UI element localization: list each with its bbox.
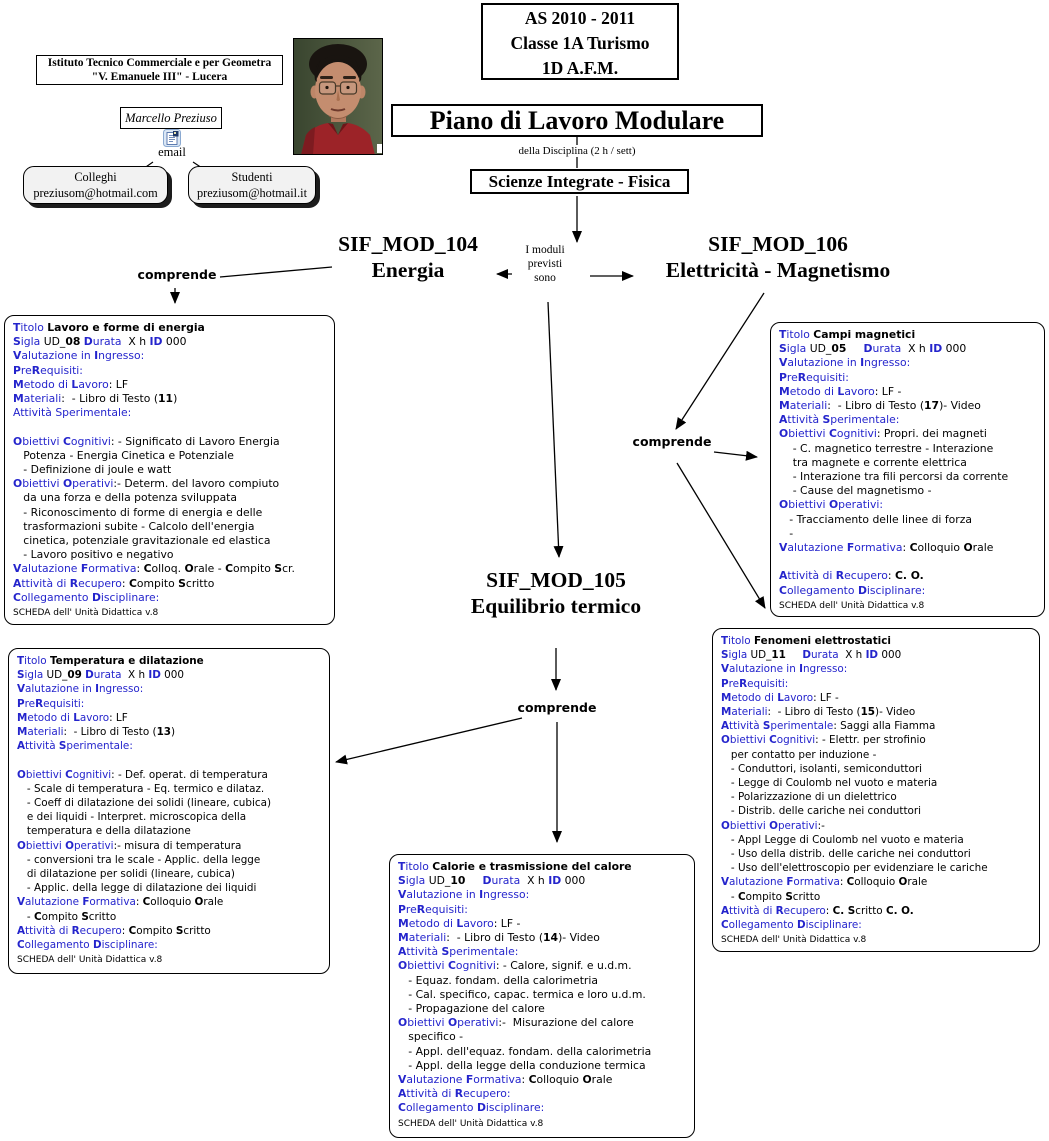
- subject-box[interactable]: Scienze Integrate - Fisica: [470, 169, 689, 194]
- unit-box-line: SCHEDA dell' Unità Didattica v.8: [17, 955, 163, 966]
- unit-box-line: Valutazione Formativa: Colloquio Orale: [779, 541, 994, 555]
- unit-box-line: Sigla UD_11 Durata X h ID 000: [721, 649, 902, 662]
- year-line: AS 2010 - 2011: [524, 8, 636, 28]
- unit-box-line: Valutazione Formativa: Colloquio Orale: [398, 1073, 613, 1087]
- unit-box-line: cinetica, potenziale gravitazionale ed elastica: [13, 534, 271, 548]
- unit-box-line: - Equaz. fondam. della calorimetria: [398, 973, 598, 987]
- unit-box-line: Metodo di Lavoro: LF -: [779, 384, 902, 398]
- unit-box-ud10-calorie-e-trasmissione-del-calore[interactable]: [389, 854, 695, 1138]
- unit-box-line: Titolo Fenomeni elettrostatici: [721, 635, 891, 647]
- link-label-line: previsti: [527, 258, 563, 270]
- unit-box-line: Valutazione in Ingresso:: [779, 356, 911, 370]
- teacher-portrait-photo: [293, 38, 383, 155]
- unit-box-ud11-fenomeni-elettrostatici[interactable]: [712, 628, 1040, 952]
- teacher-name-box[interactable]: Marcello Preziuso: [120, 107, 222, 129]
- module-name: Equilibrio termico: [470, 594, 642, 618]
- unit-box-line: tra magnete e corrente elettrica: [779, 455, 967, 469]
- unit-box-line: PreRequisiti:: [17, 697, 85, 710]
- unit-box-line: Titolo Campi magnetici: [779, 328, 916, 341]
- unit-box-line: - Appl Legge di Coulomb nel vuoto e materia: [721, 833, 964, 846]
- school-name-line: Istituto Tecnico Commerciale e per Geometra: [47, 57, 272, 69]
- unit-box-line: per contatto per induzione -: [721, 748, 877, 761]
- unit-box-line: Metodo di Lavoro: LF: [17, 711, 128, 724]
- unit-box-line: Collegamento Disciplinare:: [398, 1101, 545, 1115]
- unit-box-line: PreRequisiti:: [398, 902, 468, 916]
- contact-node-studenti[interactable]: [188, 166, 316, 204]
- module-id: SIF_MOD_105: [486, 568, 626, 592]
- unit-box-line: - C. magnetico terrestre - Interazione: [779, 441, 994, 455]
- unit-box-line: Valutazione Formativa: Colloquio Orale: [17, 896, 224, 909]
- unit-box-line: - Compito Scritto: [721, 890, 821, 903]
- unit-box-line: Collegamento Disciplinare:: [721, 919, 862, 932]
- unit-box-line: e dei liquidi - Interpret. microscopica della: [17, 811, 247, 824]
- class-line: Classe 1A Turismo: [510, 33, 650, 53]
- unit-box-line: Obiettivi Cognitivi: - Significato di Lavoro Energia: [13, 434, 280, 448]
- unit-box-line: Collegamento Disciplinare:: [17, 939, 158, 952]
- unit-box-ud09-temperatura-e-dilatazione[interactable]: [8, 648, 330, 974]
- module-node-sif-mod-105[interactable]: [460, 567, 652, 619]
- unit-box-line: Materiali: - Libro di Testo (14)- Video: [398, 931, 600, 945]
- unit-box-line: - Interazione tra fili percorsi da corrente: [779, 470, 1009, 484]
- module-id: SIF_MOD_106: [708, 232, 848, 256]
- unit-box-line: - Conduttori, isolanti, semiconduttori: [721, 762, 922, 775]
- unit-box-line: Attività di Recupero: Compito Scritto: [13, 576, 215, 590]
- link-label-i-moduli-previsti-sono: [512, 243, 578, 285]
- unit-box-line: Sigla UD_05 Durata X h ID 000: [779, 342, 967, 356]
- module-id: SIF_MOD_104: [338, 232, 478, 256]
- unit-box-line: Obiettivi Operativi:- Determ. del lavoro compiuto: [13, 477, 280, 491]
- link-label-comprende-right: comprende: [632, 434, 712, 449]
- page-title: Piano di Lavoro Modulare: [391, 104, 763, 137]
- module-node-sif-mod-106[interactable]: [645, 231, 911, 283]
- contact-title: Colleghi: [74, 170, 117, 184]
- module-node-sif-mod-104[interactable]: [318, 231, 498, 283]
- school-year-box[interactable]: [481, 3, 679, 80]
- unit-box-line: Potenza - Energia Cinetica e Potenziale: [13, 448, 234, 462]
- class-line2: 1D A.F.M.: [541, 58, 619, 78]
- contact-email[interactable]: preziusom@hotmail.com: [33, 186, 158, 200]
- unit-box-ud05-campi-magnetici[interactable]: [770, 322, 1045, 617]
- unit-box-line: SCHEDA dell' Unità Didattica v.8: [13, 608, 159, 619]
- unit-box-line: Obiettivi Operativi:- misura di temperatura: [17, 839, 242, 852]
- unit-box-line: Metodo di Lavoro: LF -: [721, 691, 839, 704]
- unit-box-line: Obiettivi Operativi:: [779, 498, 883, 512]
- unit-box-line: Obiettivi Operativi:-: [721, 819, 825, 832]
- unit-box-line: [17, 753, 326, 767]
- unit-box-line: - Lavoro positivo e negativo: [13, 548, 174, 562]
- unit-box-line: da una forza e della potenza sviluppata: [13, 491, 238, 505]
- unit-box-line: Obiettivi Operativi:- Misurazione del calore: [398, 1016, 634, 1030]
- unit-box-line: -: [779, 526, 794, 540]
- unit-box-line: specifico -: [398, 1030, 464, 1044]
- unit-box-line: Attività di Recupero:: [398, 1087, 511, 1101]
- unit-box-line: Obiettivi Cognitivi: Propri. dei magneti: [779, 427, 987, 441]
- unit-box-line: Metodo di Lavoro: LF -: [398, 916, 521, 930]
- unit-box-line: Sigla UD_09 Durata X h ID 000: [17, 669, 184, 682]
- unit-box-line: Valutazione in Ingresso:: [721, 663, 848, 676]
- unit-box-line: - Coeff di dilatazione dei solidi (lineare, cubica): [17, 797, 272, 810]
- unit-box-line: - Appl. dell'equaz. fondam. della calorimetria: [398, 1044, 652, 1058]
- module-name: Energia: [371, 258, 445, 282]
- unit-box-line: PreRequisiti:: [13, 363, 83, 377]
- unit-box-line: Obiettivi Cognitivi: - Calore, signif. e u.d.m.: [398, 959, 632, 973]
- unit-box-line: Collegamento Disciplinare:: [779, 583, 926, 597]
- unit-box-line: trasformazioni subite - Calcolo dell'energia: [13, 519, 255, 533]
- unit-box-line: - Polarizzazione di un dielettrico: [721, 791, 897, 804]
- unit-box-line: - Uso dell'elettroscopio per evidenziare le cariche: [721, 862, 988, 875]
- unit-box-line: Attività Sperimentale:: [779, 413, 900, 427]
- module-name: Elettricità - Magnetismo: [665, 258, 891, 282]
- unit-box-ud08-lavoro-e-forme-di-energia[interactable]: [4, 315, 335, 625]
- contact-node-colleghi[interactable]: [23, 166, 168, 204]
- unit-box-line: PreRequisiti:: [721, 677, 789, 690]
- unit-box-line: Materiali: - Libro di Testo (13): [17, 726, 176, 739]
- unit-box-line: Titolo Lavoro e forme di energia: [13, 321, 205, 334]
- unit-box-line: [779, 555, 1041, 569]
- unit-box-line: Sigla UD_08 Durata X h ID 000: [13, 335, 187, 349]
- unit-box-line: Metodo di Lavoro: LF: [13, 377, 129, 391]
- unit-box-line: - Tracciamento delle linee di forza: [779, 512, 972, 526]
- link-label-line: sono: [534, 272, 556, 284]
- unit-box-line: Titolo Calorie e trasmissione del calore: [398, 860, 632, 873]
- unit-box-line: - Cause del magnetismo -: [779, 484, 932, 498]
- unit-box-line: - conversioni tra le scale - Applic. della legge: [17, 853, 261, 866]
- unit-box-line: - Uso della distrib. delle cariche nei conduttori: [721, 848, 971, 861]
- unit-box-line: - Appl. della legge della conduzione termica: [398, 1058, 646, 1072]
- unit-box-line: Attività Sperimentale:: [398, 945, 519, 959]
- unit-box-line: Attività Sperimentale:: [17, 740, 133, 753]
- contact-title: Studenti: [231, 170, 273, 184]
- unit-box-line: - Propagazione del calore: [398, 1002, 545, 1016]
- contact-email[interactable]: preziusom@hotmail.it: [196, 186, 308, 200]
- school-name-line2: "V. Emanuele III" - Lucera: [91, 71, 228, 83]
- unit-box-line: Materiali: - Libro di Testo (11): [13, 392, 178, 406]
- unit-box-line: Attività di Recupero: Compito Scritto: [17, 924, 211, 937]
- unit-box-line: temperatura e della dilatazione: [17, 825, 191, 838]
- unit-box-line: - Definizione di joule e watt: [13, 463, 172, 477]
- unit-box-line: Materiali: - Libro di Testo (15)- Video: [721, 706, 916, 719]
- email-label: email: [158, 145, 186, 159]
- unit-box-line: SCHEDA dell' Unità Didattica v.8: [721, 935, 867, 946]
- link-label-comprende-mid: comprende: [517, 700, 597, 715]
- unit-box-line: Titolo Temperatura e dilatazione: [17, 655, 204, 667]
- unit-box-line: Materiali: - Libro di Testo (17)- Video: [779, 399, 981, 413]
- unit-box-line: Collegamento Disciplinare:: [13, 590, 160, 604]
- unit-box-line: Valutazione in Ingresso:: [398, 888, 530, 902]
- unit-box-line: di dilatazione per solidi (lineare, cubica): [17, 868, 235, 881]
- unit-box-line: SCHEDA dell' Unità Didattica v.8: [398, 1118, 544, 1129]
- school-name-box[interactable]: [36, 55, 283, 85]
- unit-box-line: PreRequisiti:: [779, 370, 849, 384]
- unit-box-line: Valutazione in Ingresso:: [17, 683, 144, 696]
- unit-box-line: - Scale di temperatura - Eq. termico e dilataz.: [17, 782, 265, 795]
- unit-box-line: Valutazione Formativa: Colloquio Orale: [721, 876, 928, 889]
- subtitle-label: della Disciplina (2 h / sett): [493, 145, 661, 157]
- unit-box-line: - Riconoscimento di forme di energia e delle: [13, 505, 263, 519]
- unit-box-line: - Applic. della legge di dilatazione dei liquidi: [17, 882, 257, 895]
- unit-box-line: Attività di Recupero: C. O.: [779, 569, 924, 583]
- unit-box-line: Valutazione Formativa: Colloq. Orale - Compito Scr.: [13, 562, 295, 576]
- unit-box-line: Attività Sperimentale:: [13, 406, 132, 420]
- unit-box-line: [13, 420, 331, 434]
- unit-box-line: Sigla UD_10 Durata X h ID 000: [398, 874, 586, 888]
- unit-box-line: - Compito Scritto: [17, 910, 117, 923]
- unit-box-line: Obiettivi Cognitivi: - Elettr. per strofinio: [721, 734, 926, 747]
- unit-box-line: Obiettivi Cognitivi: - Def. operat. di temperatura: [17, 768, 268, 781]
- link-label-line: I moduli: [525, 244, 565, 256]
- unit-box-line: - Legge di Coulomb nel vuoto e materia: [721, 777, 938, 790]
- unit-box-line: Attività di Recupero: C. Scritto C. O.: [721, 904, 914, 917]
- unit-box-line: Attività Sperimentale: Saggi alla Fiamma: [721, 720, 936, 733]
- unit-box-line: - Cal. specifico, capac. termica e loro u.d.m.: [398, 987, 646, 1001]
- unit-box-line: Valutazione in Ingresso:: [13, 349, 145, 363]
- unit-box-line: - Distrib. delle cariche nei conduttori: [721, 805, 922, 818]
- link-label-comprende-left: comprende: [137, 267, 217, 282]
- unit-box-line: SCHEDA dell' Unità Didattica v.8: [779, 600, 925, 611]
